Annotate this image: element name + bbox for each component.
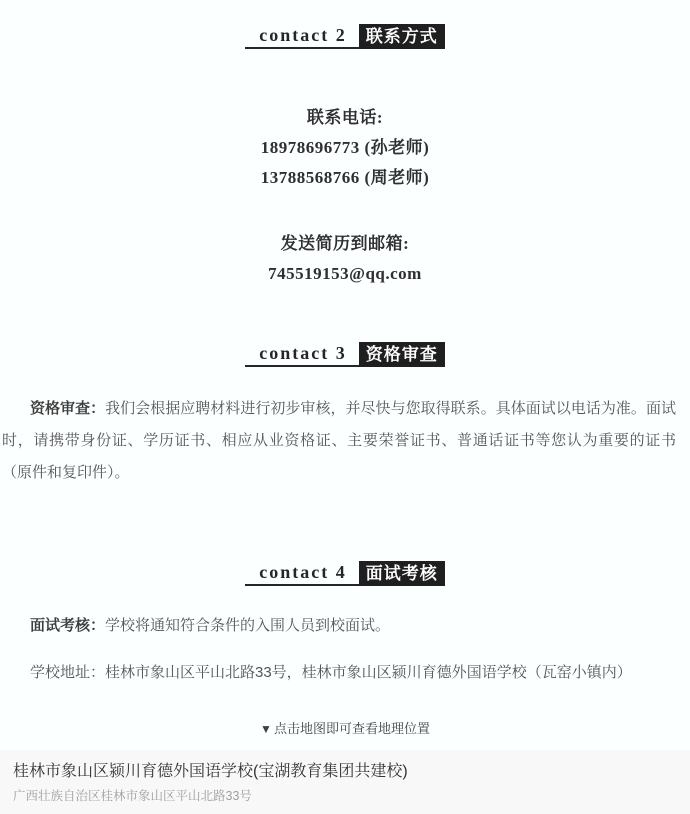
down-triangle-icon: ▼	[260, 722, 272, 736]
map-hint	[0, 719, 690, 739]
section-label	[245, 24, 358, 49]
section-badge: 资格审查	[359, 342, 445, 367]
qualification-body: 我们会根据应聘材料进行初步审核，并尽快与您取得联系。具体面试以电话为准。面试时，请携带身份证、学历证书、相应从业资格证、主要荣誉证书、普通话证书等您认为重要的证书（原件和复印件）。	[2, 400, 676, 481]
section-header-contact-3	[0, 342, 690, 367]
section-header-contact-2	[0, 24, 690, 49]
phone-number: 18978696773 (孙老师)	[260, 138, 430, 157]
interview-lead: 面试考核：	[30, 617, 106, 634]
map-location-card[interactable]	[0, 750, 690, 814]
section-label-text: contact 4	[259, 562, 347, 582]
map-hint-text: 点击地图即可查看地理位置	[273, 721, 430, 736]
section-label	[245, 342, 358, 367]
email-heading: 发送简历到邮箱:	[280, 234, 410, 253]
interview-body: 学校将通知符合条件的入围人员到校面试。	[105, 617, 391, 634]
phone-heading: 联系电话:	[306, 108, 384, 127]
section-label	[245, 561, 358, 586]
interview-paragraph	[0, 610, 690, 642]
map-card-address: 广西壮族自治区桂林市象山区平山北路33号	[13, 789, 252, 803]
map-card-title[interactable]: 桂林市象山区颍川育德外国语学校(宝湖教育集团共建校)	[13, 763, 408, 780]
qualification-paragraph	[0, 393, 690, 489]
section-badge: 联系方式	[359, 24, 445, 49]
school-address-line: 学校地址：桂林市象山区平山北路33号，桂林市象山区颍川育德外国语学校（瓦窑小镇内）	[30, 664, 632, 681]
phone-number: 13788568766 (周老师)	[260, 168, 430, 187]
email-address: 745519153@qq.com	[268, 264, 422, 283]
qualification-lead: 资格审查：	[30, 400, 106, 417]
email-block	[0, 229, 690, 289]
phone-block	[0, 103, 690, 193]
section-label-text: contact 2	[259, 25, 347, 45]
section-badge: 面试考核	[359, 561, 445, 586]
section-header-contact-4	[0, 561, 690, 586]
section-label-text: contact 3	[259, 343, 347, 363]
